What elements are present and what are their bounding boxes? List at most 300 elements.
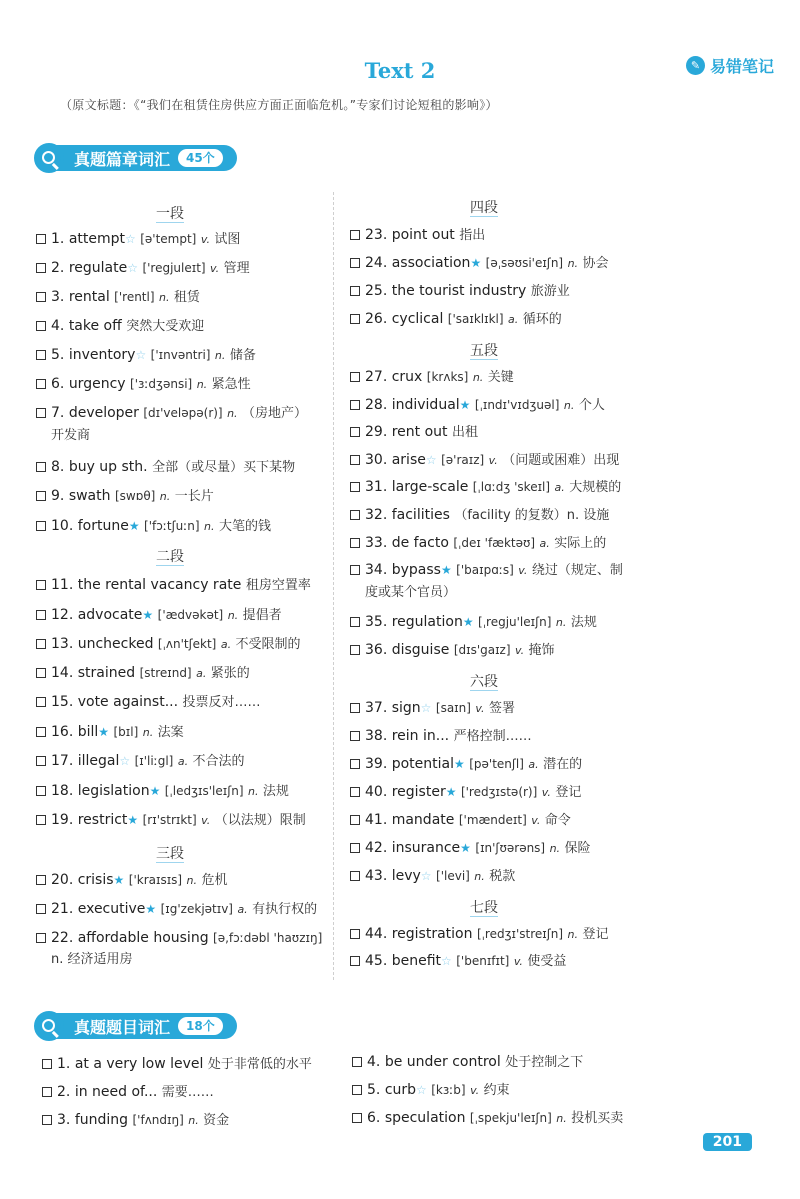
checkbox[interactable] [352, 1113, 362, 1123]
checkbox[interactable] [36, 491, 46, 501]
vocab-item [350, 725, 532, 748]
item-number: 25. [365, 283, 388, 299]
chinese-meaning: 指出 [459, 228, 486, 243]
item-number: 31. [365, 479, 388, 495]
headword: inventory [68, 347, 136, 363]
vocab-item [350, 224, 485, 247]
checkbox[interactable] [42, 1059, 52, 1069]
part-of-speech: a. [237, 903, 248, 916]
headword: association [391, 255, 471, 271]
checkbox[interactable] [350, 617, 360, 627]
headword: the rental vacancy rate [77, 577, 242, 593]
checkbox[interactable] [36, 580, 46, 590]
phonetic: [dɪs'gaɪz] [453, 643, 511, 657]
part-of-speech: v. [475, 702, 485, 715]
chinese-meaning: 需要…… [161, 1085, 214, 1100]
chinese-meaning: 登记 [555, 785, 582, 800]
phonetic: [pə'tenʃl] [469, 757, 524, 771]
phonetic: [kɜːb] [431, 1083, 466, 1097]
vocab-item [350, 697, 515, 720]
chinese-meaning: 关键 [487, 370, 514, 385]
headword: de facto [391, 535, 449, 551]
headword: strained [77, 665, 136, 681]
item-number: 6. [367, 1110, 381, 1126]
item-number: 38. [365, 728, 388, 744]
vocab-item [350, 837, 591, 860]
checkbox[interactable] [350, 956, 360, 966]
vocab-item [352, 1079, 510, 1102]
headword: regulate [68, 260, 128, 276]
chinese-meaning: 约束 [483, 1083, 510, 1098]
chinese-meaning: 法规 [262, 784, 289, 799]
paragraph-heading: 一段 [156, 206, 184, 222]
section-count-badge: 45个 [178, 149, 223, 167]
part-of-speech: v. [518, 564, 528, 577]
checkbox[interactable] [350, 815, 360, 825]
part-of-speech: v. [531, 814, 541, 827]
checkbox[interactable] [36, 462, 46, 472]
vocab-item [350, 394, 605, 417]
item-number: 20. [51, 872, 74, 888]
chinese-meaning: 税款 [489, 869, 516, 884]
vocab-item [350, 504, 609, 527]
checkbox[interactable] [350, 703, 360, 713]
vocab-item [36, 485, 214, 508]
headword: rent out [391, 424, 448, 440]
checkbox[interactable] [36, 408, 46, 418]
phonetic: [swɒθ] [114, 489, 156, 503]
page-title: Text 2 [364, 58, 436, 83]
checkbox[interactable] [350, 286, 360, 296]
headword: restrict [77, 812, 128, 828]
star-icon: ★ [113, 873, 125, 887]
phonetic: ['mændeɪt] [458, 813, 527, 827]
phonetic: [bɪl] [113, 725, 139, 739]
vocab-item [352, 1107, 623, 1130]
vocab-item [36, 515, 271, 538]
item-number: 37. [365, 700, 388, 716]
chinese-meaning: 法案 [157, 725, 184, 740]
chinese-meaning: 不合法的 [192, 754, 245, 769]
chinese-meaning: 试图 [214, 232, 241, 247]
headword: register [391, 784, 446, 800]
item-number: 17. [51, 753, 74, 769]
checkbox[interactable] [350, 929, 360, 939]
star-icon: ☆ [420, 869, 432, 883]
phonetic: [ˌledʒɪs'leɪʃn] [164, 784, 244, 798]
star-icon: ☆ [135, 348, 147, 362]
chinese-meaning: 大规模的 [569, 480, 622, 495]
checkbox[interactable] [36, 521, 46, 531]
chinese-meaning-continued: 开发商 [51, 428, 91, 443]
part-of-speech: n. [142, 726, 154, 739]
vocab-item [350, 421, 478, 444]
checkbox[interactable] [36, 697, 46, 707]
star-icon: ★ [454, 757, 465, 771]
vocab-item [36, 721, 184, 744]
headword: be under control [384, 1054, 501, 1070]
checkbox[interactable] [350, 871, 360, 881]
chinese-meaning: 紧张的 [210, 666, 250, 681]
vocab-item [350, 950, 566, 973]
part-of-speech: n. [227, 407, 238, 420]
part-of-speech: n. [567, 928, 579, 941]
star-icon: ☆ [441, 954, 452, 968]
vocab-item [350, 476, 621, 499]
headword: vote against... [77, 694, 179, 710]
item-number: 26. [365, 311, 388, 327]
vocab-item [36, 315, 204, 338]
part-of-speech: n. [188, 1114, 199, 1127]
item-number: 22. [51, 930, 74, 946]
column-divider [333, 192, 334, 980]
vocab-item [36, 344, 256, 367]
chinese-meaning: 法规 [570, 615, 597, 630]
vocab-item [350, 639, 555, 662]
star-icon: ★ [98, 725, 110, 739]
checkbox[interactable] [42, 1087, 52, 1097]
phonetic: ['fʌndɪŋ] [132, 1113, 184, 1127]
part-of-speech: n. [567, 257, 579, 270]
part-of-speech: a. [554, 481, 565, 494]
item-number: 16. [51, 724, 74, 740]
vocab-item [36, 604, 282, 627]
item-number: 13. [51, 636, 74, 652]
chinese-meaning: 签署 [488, 701, 515, 716]
checkbox[interactable] [350, 314, 360, 324]
phonetic: [ə'raɪz] [441, 453, 485, 467]
checkbox[interactable] [350, 565, 360, 575]
phonetic: ['baɪpɑːs] [456, 563, 514, 577]
part-of-speech: a. [508, 313, 519, 326]
item-number: 6. [51, 376, 65, 392]
vocab-item [36, 927, 322, 971]
item-number: 28. [365, 397, 388, 413]
checkbox[interactable] [350, 258, 360, 268]
vocab-item [36, 869, 227, 892]
star-icon: ★ [128, 519, 140, 533]
part-of-speech: n. [204, 520, 215, 533]
headword: large-scale [391, 479, 469, 495]
section-label: 真题题目词汇 [74, 1017, 171, 1037]
vocab-item [36, 456, 295, 479]
item-number: 18. [51, 783, 74, 799]
part-of-speech: a. [177, 755, 189, 768]
chinese-meaning: （房地产） [242, 406, 308, 421]
chinese-meaning: 一长片 [174, 489, 214, 504]
chinese-meaning: 实际上的 [554, 536, 607, 551]
headword: curb [384, 1082, 417, 1098]
checkbox[interactable] [350, 427, 360, 437]
vocab-item [36, 257, 250, 280]
headword: attempt [68, 231, 125, 247]
chinese-meaning: 潜在的 [543, 757, 583, 772]
item-number: 45. [365, 953, 388, 969]
checkbox[interactable] [350, 230, 360, 240]
vocab-item [350, 753, 582, 776]
paragraph-heading: 三段 [156, 846, 184, 862]
item-number: 15. [51, 694, 74, 710]
part-of-speech: n. [158, 291, 170, 304]
vocab-item [350, 781, 581, 804]
checkbox[interactable] [36, 875, 46, 885]
checkbox[interactable] [36, 234, 46, 244]
chinese-meaning: 使受益 [527, 954, 567, 969]
part-of-speech: n. [159, 490, 171, 503]
checkbox[interactable] [350, 538, 360, 548]
phonetic: [ˌlɑːdʒ 'skeɪl] [472, 480, 551, 494]
item-number: 33. [365, 535, 388, 551]
item-number: 10. [51, 518, 74, 534]
chinese-meaning: 投机买卖 [571, 1111, 624, 1126]
phonetic: [ˌʌn'tʃekt] [157, 637, 217, 651]
star-icon: ★ [145, 902, 157, 916]
headword: take off [68, 318, 122, 334]
vocab-item [36, 662, 250, 685]
chinese-meaning: 危机 [201, 873, 228, 888]
star-icon: ★ [445, 785, 457, 799]
vocab-item [36, 574, 311, 597]
item-number: 7. [51, 405, 65, 421]
chinese-meaning: 绕过（规定、制 [531, 563, 623, 578]
vocab-item [350, 252, 609, 275]
star-icon: ★ [460, 841, 471, 855]
item-number: 34. [365, 562, 388, 578]
item-number: 3. [57, 1112, 71, 1128]
checkbox[interactable] [36, 933, 46, 943]
headword: registration [391, 926, 473, 942]
phonetic: ['ædvəkət] [157, 608, 224, 622]
chinese-meaning: （facility 的复数）n. 设施 [454, 508, 610, 523]
section-count-badge: 18个 [178, 1017, 223, 1035]
item-number: 12. [51, 607, 74, 623]
checkbox[interactable] [36, 263, 46, 273]
checkbox[interactable] [350, 787, 360, 797]
checkbox[interactable] [42, 1115, 52, 1125]
phonetic: [ɪg'zekjətɪv] [160, 902, 233, 916]
part-of-speech: n. [556, 1112, 567, 1125]
part-of-speech: a. [196, 667, 207, 680]
headword: legislation [77, 783, 150, 799]
headword: advocate [77, 607, 143, 623]
headword: urgency [68, 376, 126, 392]
checkbox[interactable] [352, 1085, 362, 1095]
item-number: 2. [57, 1084, 71, 1100]
chinese-meaning: 保险 [564, 841, 591, 856]
chinese-meaning: （以法规）限制 [214, 813, 306, 828]
headword: swath [68, 488, 111, 504]
part-of-speech: n. [472, 371, 484, 384]
checkbox[interactable] [36, 639, 46, 649]
checkbox[interactable] [36, 904, 46, 914]
chinese-meaning: 管理 [223, 261, 250, 276]
vocab-item [36, 780, 289, 803]
chinese-meaning: 旅游业 [530, 284, 570, 299]
chinese-meaning: 提倡者 [242, 608, 282, 623]
vocab-item [350, 611, 597, 634]
headword: levy [391, 868, 421, 884]
paragraph-heading: 二段 [156, 549, 184, 565]
phonetic: [ɪn'ʃʊərəns] [475, 841, 546, 855]
chinese-meaning: 处于非常低的水平 [207, 1057, 312, 1072]
star-icon: ☆ [125, 232, 136, 246]
item-number: 4. [51, 318, 65, 334]
part-of-speech: n. [563, 399, 575, 412]
chinese-meaning: 登记 [582, 927, 609, 942]
paragraph-heading: 七段 [470, 900, 498, 916]
checkbox[interactable] [36, 610, 46, 620]
checkbox[interactable] [352, 1057, 362, 1067]
phonetic: [streɪnd] [139, 666, 192, 680]
vocab-item [36, 402, 307, 447]
vocab-item [350, 308, 562, 331]
star-icon: ★ [462, 615, 474, 629]
headword: rental [68, 289, 110, 305]
headword: speculation [384, 1110, 466, 1126]
item-number: 24. [365, 255, 388, 271]
headword: sign [391, 700, 421, 716]
phonetic: ['ɪnvəntri] [150, 348, 211, 362]
page-number: 201 [703, 1133, 752, 1151]
phonetic: [ˌɪndɪ'vɪdʒuəl] [474, 398, 560, 412]
vocab-item [352, 1051, 583, 1074]
item-number: 27. [365, 369, 388, 385]
headword: fortune [77, 518, 129, 534]
chinese-meaning: 突然大受欢迎 [126, 319, 205, 334]
item-number: 23. [365, 227, 388, 243]
part-of-speech: v. [513, 955, 523, 968]
checkbox[interactable] [350, 731, 360, 741]
phonetic: ['levi] [436, 869, 470, 883]
chinese-meaning: 投票反对…… [182, 695, 261, 710]
part-of-speech: n. [474, 870, 485, 883]
checkbox[interactable] [36, 292, 46, 302]
headword: executive [77, 901, 146, 917]
vocab-item [36, 750, 245, 773]
phonetic: [dɪ'veləpə(r)] [143, 406, 223, 420]
section-label: 真题篇章词汇 [74, 149, 171, 169]
vocab-item [350, 449, 619, 472]
item-number: 42. [365, 840, 388, 856]
chinese-meaning: 紧急性 [211, 377, 251, 392]
item-number: 32. [365, 507, 388, 523]
part-of-speech: n. [196, 378, 208, 391]
part-of-speech: n. [186, 874, 198, 887]
star-icon: ☆ [425, 453, 437, 467]
phonetic: [ə'tempt] [140, 232, 197, 246]
part-of-speech: v. [488, 454, 498, 467]
headword: funding [74, 1112, 129, 1128]
phonetic: [ə,fɔːdəbl 'haʊzɪŋ] [213, 931, 323, 945]
phonetic: [ˌredʒɪ'streɪʃn] [476, 927, 564, 941]
headword: at a very low level [74, 1056, 204, 1072]
chinese-meaning: 个人 [578, 398, 605, 413]
item-number: 1. [51, 231, 65, 247]
checkbox[interactable] [36, 668, 46, 678]
checkbox[interactable] [350, 455, 360, 465]
checkbox[interactable] [350, 400, 360, 410]
part-of-speech: n. [248, 785, 259, 798]
checkbox[interactable] [350, 843, 360, 853]
item-number: 41. [365, 812, 388, 828]
star-icon: ☆ [119, 754, 131, 768]
checkbox[interactable] [350, 372, 360, 382]
chinese-meaning-continued: n. 经济适用房 [51, 952, 133, 967]
chinese-meaning: 租赁 [173, 290, 200, 305]
checkbox[interactable] [36, 350, 46, 360]
vocab-item [350, 366, 514, 389]
star-icon: ★ [440, 563, 452, 577]
paragraph-heading: 四段 [470, 200, 498, 216]
item-number: 1. [57, 1056, 71, 1072]
checkbox[interactable] [36, 727, 46, 737]
star-icon: ★ [470, 256, 482, 270]
phonetic: [ˌregju'leɪʃn] [478, 615, 552, 629]
item-number: 3. [51, 289, 65, 305]
headword: developer [68, 405, 139, 421]
vocab-item [350, 559, 623, 604]
part-of-speech: v. [514, 644, 525, 657]
part-of-speech: a. [220, 638, 232, 651]
chinese-meaning: 有执行权的 [252, 902, 318, 917]
paragraph-heading: 六段 [470, 674, 498, 690]
phonetic: [rɪ'strɪkt] [142, 813, 197, 827]
checkbox[interactable] [36, 786, 46, 796]
item-number: 5. [51, 347, 65, 363]
chinese-meaning: 资金 [203, 1113, 230, 1128]
phonetic: [krʌks] [426, 370, 469, 384]
checkbox[interactable] [350, 510, 360, 520]
item-number: 8. [51, 459, 65, 475]
chinese-meaning: 大笔的钱 [218, 519, 271, 534]
headword: point out [391, 227, 455, 243]
chinese-meaning: 处于控制之下 [505, 1055, 584, 1070]
part-of-speech: a. [539, 537, 550, 550]
chinese-meaning: 不受限制的 [235, 637, 301, 652]
checkbox[interactable] [350, 482, 360, 492]
item-number: 14. [51, 665, 74, 681]
part-of-speech: a. [528, 758, 539, 771]
headword: affordable housing [77, 930, 209, 946]
brand-label: 易错笔记 [709, 57, 774, 76]
headword: unchecked [77, 636, 154, 652]
checkbox[interactable] [36, 756, 46, 766]
part-of-speech: v. [541, 786, 551, 799]
headword: individual [391, 397, 460, 413]
vocab-item [36, 228, 240, 251]
chinese-meaning: 掩饰 [528, 643, 555, 658]
phonetic: [əˌsəʊsi'eɪʃn] [485, 256, 564, 270]
checkbox[interactable] [350, 645, 360, 655]
part-of-speech: v. [470, 1084, 480, 1097]
vocab-item [350, 280, 570, 303]
item-number: 2. [51, 260, 65, 276]
item-number: 11. [51, 577, 74, 593]
part-of-speech: n. [555, 616, 567, 629]
checkbox[interactable] [36, 815, 46, 825]
star-icon: ★ [127, 813, 139, 827]
headword: mandate [391, 812, 455, 828]
item-number: 35. [365, 614, 388, 630]
vocab-item [42, 1081, 214, 1104]
chinese-meaning: 命令 [544, 813, 571, 828]
brand-badge [686, 54, 774, 77]
item-number: 4. [367, 1054, 381, 1070]
checkbox[interactable] [36, 321, 46, 331]
checkbox[interactable] [350, 759, 360, 769]
headword: buy up sth. [68, 459, 148, 475]
checkbox[interactable] [36, 379, 46, 389]
